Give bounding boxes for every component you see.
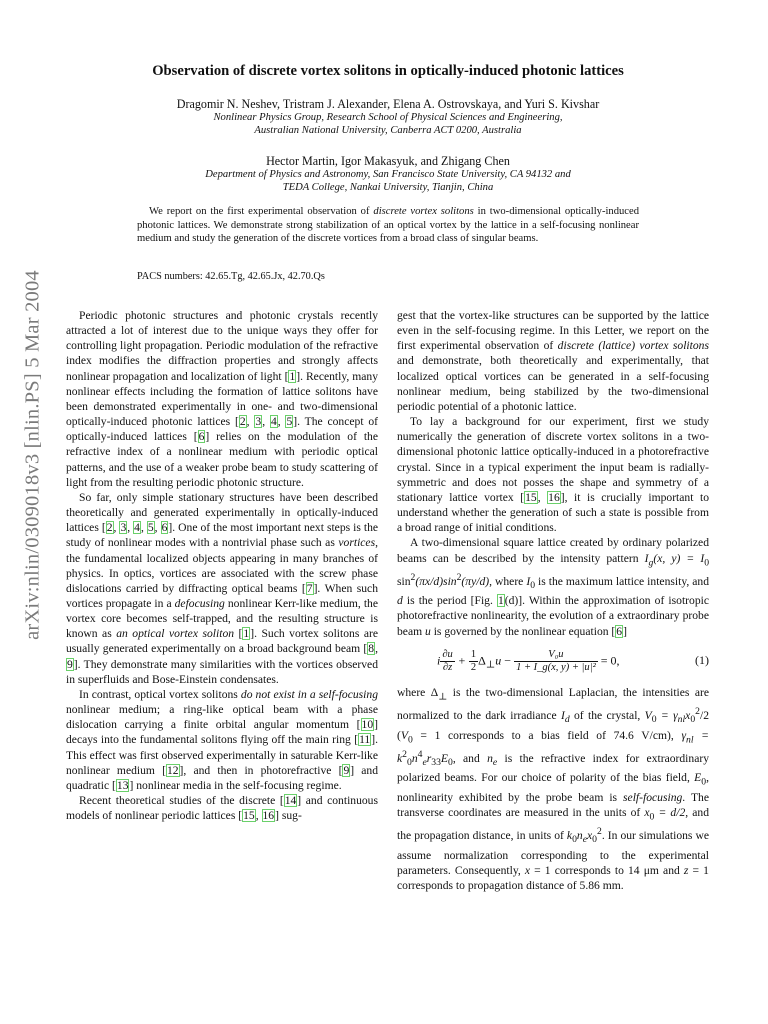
- citation-link[interactable]: 11: [359, 733, 371, 747]
- equation-1: [397, 643, 709, 679]
- right-column: [397, 308, 709, 893]
- citation-link[interactable]: 15: [243, 809, 255, 823]
- pacs-numbers: PACS numbers: 42.65.Tg, 42.65.Jx, 42.70.Qs: [137, 271, 325, 282]
- affiliation-2-line-1: Department of Physics and Astronomy, San Francisco State University, CA 94132 and: [205, 169, 571, 180]
- citation-link[interactable]: 6: [616, 624, 623, 638]
- citation-link[interactable]: 2: [106, 521, 113, 535]
- paragraph: A two-dimensional square lattice created by ordinary polarized beams can be described by the intensity pattern $I_g(x$, $y) = I_0$ $\sin^2(\pi x/d)\sin^2(\pi y/d)$, where $I_0$ is the maximum lattice intensity, and d is the period [Fig. 1(d)]. Within the approximation of isotropic photorefractive nonlinearity, the evolution of a extraordinary probe beam u is governed by the nonlinear equation [6]: [397, 536, 710, 638]
- equation-number: (1): [695, 652, 709, 667]
- affiliation-1-line-1: Nonlinear Physics Group, Research School of Physical Sciences and Engineering,: [213, 112, 563, 123]
- citation-link[interactable]: 3: [120, 521, 127, 535]
- citation-link[interactable]: 2: [239, 415, 246, 429]
- citation-link[interactable]: 8: [368, 642, 375, 656]
- left-column: [66, 308, 378, 823]
- affiliation-1-line-2: Australian National University, Canberra ACT 0200, Australia: [254, 125, 522, 136]
- affiliation-2-line-2: TEDA College, Nankai University, Tianjin, China: [282, 182, 494, 193]
- paragraph: To lay a background for our experiment, first we study numerically the generation of discrete vortex solitons in a two-dimensional photonic lattice optically-induced in a photorefractive crystal. Since in a typical experiment the input beam is radially-symmetric and does not posses the shape and symmetry of a stationary lattice vortex [15, 16], it is crucially important to understand whether the generation of such a state is possible from a broad range of initial conditions.: [397, 415, 709, 535]
- equation-body: i $\frac{\partial u}{\partial z}$ + $\frac{1}{2}$ $\Delta_\perp u$ − $\frac{\text{V₀u}}{\text{1 + I\_g(x, y) + |u|²}}$ = 0,: [437, 648, 620, 673]
- paragraph: Periodic photonic structures and photonic crystals recently attracted a lot of interest due to the unique ways they offer for controlling light propagation. Periodic modulation of the refractive index modifies the diffraction properties and strongly affects nonlinear propagation and localization of light [1]. Recently, many nonlinear effects including the formation of lattice solitons have been demonstrated experimentally in one- and two-dimensional optically-induced photonic lattices [2, 3, 4, 5]. The concept of optically-induced lattices [6] relies on the modulation of the refractive index of a nonlinear medium with periodic optical patterns, and the use of a weaker probe beam to study scattering of light from the resulting periodic photonic structure.: [66, 309, 379, 489]
- citation-link[interactable]: 16: [548, 490, 560, 504]
- citation-link[interactable]: 3: [255, 415, 262, 429]
- paragraph: gest that the vortex-like structures can be supported by the lattice even in the self-focusing regime. In this Letter, we report on the first experimental observation of discrete (lattice) vortex solitons and demonstrate, both theoretically and experimentally, that localized optical vortices can be generated in a self-focusing nonlinear medium, being stabilized by the two-dimensional periodic potential of a photonic lattice.: [397, 309, 709, 413]
- citation-link[interactable]: 5: [286, 415, 293, 429]
- citation-link[interactable]: 10: [361, 718, 374, 732]
- paragraph: So far, only simple stationary structures have been described theoretically and generated experimentally in optically-induced lattices [2, 3, 4, 5, 6]. One of the most important next steps is the study of nonlinear modes with a nontrivial phase such as vortices, the fundamental localized objects appearing in many branches of physics. In optics, vortices are associated with the screw phase dislocations carried by diffracting optical beams [7]. When such vortices propagate in a defocusing nonlinear Kerr-like medium, the vortex core becomes self-trapped, and the resulting structure is known as an optical vortex soliton [1]. Such vortex solitons are usually generated experimentally on a broad background beam [8, 9]. They demonstrate many similarities with the vortices observed in superfluids and Bose-Einstein condensates.: [66, 490, 379, 686]
- citation-link[interactable]: 6: [161, 521, 168, 535]
- citation-link[interactable]: 14: [284, 794, 297, 807]
- figure-link[interactable]: 1: [497, 594, 504, 608]
- citation-link[interactable]: 13: [116, 778, 129, 792]
- citation-link[interactable]: 16: [262, 809, 275, 823]
- citation-link[interactable]: 7: [306, 581, 313, 595]
- citation-link[interactable]: 9: [343, 763, 350, 777]
- citation-link[interactable]: 5: [147, 521, 154, 535]
- paper-title: Observation of discrete vortex solitons in optically-induced photonic lattices: [152, 63, 624, 79]
- arxiv-stamp: [22, 240, 44, 670]
- citation-link[interactable]: 1: [289, 369, 296, 383]
- abstract: We report on the first experimental observation of discrete vortex solitons in two-dimensional optically-induced photonic lattices. We demonstrate strong stabilization of an optical vortex by the lattice in a self-focusing nonlinear medium and study the generation of the discrete vortices from a broad class of singular beams.: [137, 206, 640, 245]
- citation-link[interactable]: 15: [525, 490, 537, 504]
- paragraph: where $\Delta_\perp$ is the two-dimensional Laplacian, the intensities are normalized to the dark irradiance $I_d$ of the crystal, $V_0 = \gamma_{nl}x_0^2/2$ ($V_0 = 1$ corresponds to a bias field of 74.6 V/cm), $\gamma_{nl} = k^2_0n^4_er_{33}E_0$, and $n_e$ is the refractive index for extraordinary polarized beams. For our choice of polarity of the bias field, $E_0$, nonlinearity exhibited by the probe beam is self-focusing. The transverse coordinates are measured in the units of $x_0 = d/2$, and the propagation distance, in units of $k_0n_ex_0^2$. In our simulations we assume normalization corresponding to the experimental parameters. Consequently, x = 1 corresponds to 14 μm and z = 1 corresponds to propagation distance of 5.86 mm.: [397, 685, 710, 893]
- authors-group-2: Hector Martin, Igor Makasyuk, and Zhigang Chen: [266, 154, 510, 168]
- citation-link[interactable]: 6: [198, 430, 205, 444]
- citation-link[interactable]: 4: [270, 415, 277, 429]
- citation-link[interactable]: 9: [67, 657, 73, 671]
- paragraph: Recent theoretical studies of the discrete [14] and continuous models of nonlinear periodic lattices [15, 16] sug-: [66, 794, 378, 823]
- arxiv-id: arXiv:nlin/0309018v3 [nlin.PS] 5 Mar 2004: [21, 270, 44, 640]
- citation-link[interactable]: 1: [243, 627, 250, 641]
- citation-link[interactable]: 12: [166, 763, 179, 777]
- citation-link[interactable]: 4: [134, 521, 140, 535]
- paragraph: In contrast, optical vortex solitons do not exist in a self-focusing nonlinear medium; a ring-like optical beam with a phase dislocation carrying a finite orbital angular momentum [10] decays into the fundamental solitons flying off the main ring [11]. This effect was first observed experimentally in saturable Kerr-like nonlinear medium [12], and then in photorefractive [9] and quadratic [13] nonlinear media in the self-focusing regime.: [66, 687, 379, 792]
- authors-group-1: Dragomir N. Neshev, Tristram J. Alexander, Elena A. Ostrovskaya, and Yuri S. Kivshar: [176, 97, 600, 111]
